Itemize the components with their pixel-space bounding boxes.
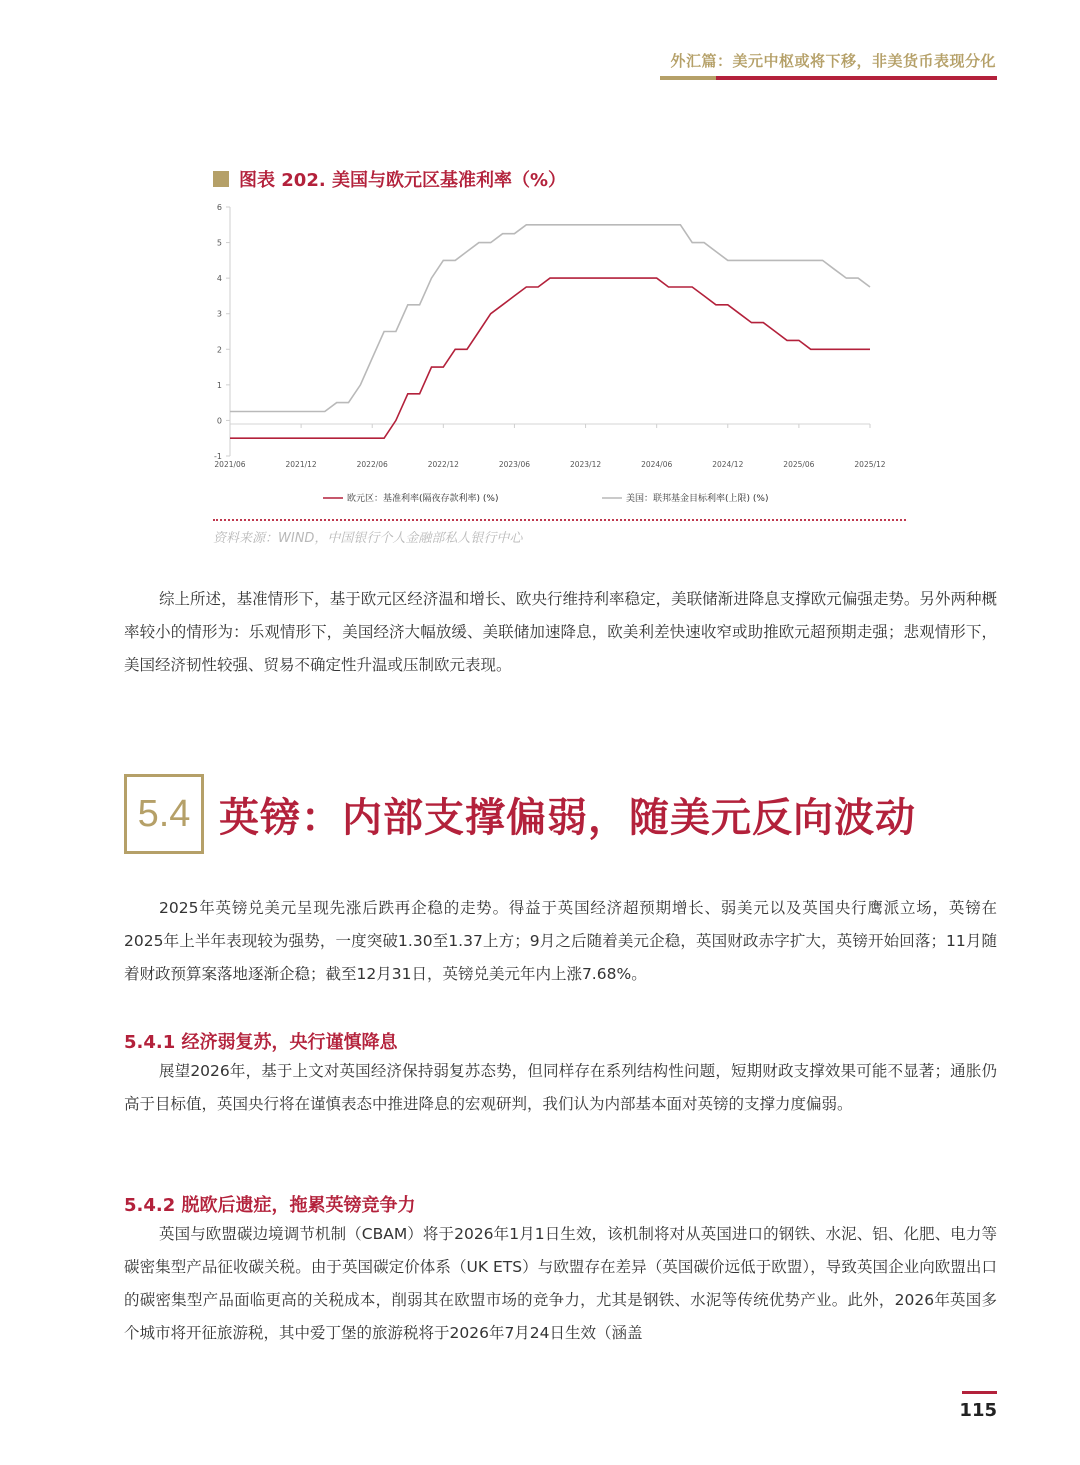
y-tick-label: 4 [216,274,222,284]
y-tick-label: 5 [216,238,222,248]
figure-title: 图表 202. 美国与欧元区基准利率（%） [239,170,566,191]
x-tick-label: 2025/12 [854,460,886,469]
x-tick-label: 2022/06 [356,460,388,469]
x-tick-label: 2021/12 [285,460,317,469]
figure-marker-square [213,171,229,187]
y-tick-label: 3 [216,309,222,319]
subsection-542-paragraph [124,1218,997,1350]
running-header: 外汇篇：美元中枢或将下移，非美货币表现分化 [670,52,996,70]
x-tick-label: 2023/06 [498,460,531,469]
section-number-box [124,774,204,854]
page-number: 115 [959,1400,997,1421]
gbp-intro-text: 2025年英镑兑美元呈现先涨后跌再企稳的走势。得益于英国经济超预期增长、弱美元以及英国央行鹰派立场，英镑在2025年上半年表现较为强势，一度突破1.30至1.37上方；9月之后随着美元企稳，英国财政赤字扩大，英镑开始回落；11月随着财政预算案落地逐渐企稳；截至12月31日，英镑兑美元年内上涨7.68%。 [124,899,997,983]
source-divider [213,519,906,521]
legend-label: 欧元区：基准利率(隔夜存款利率) (%) [347,494,499,504]
x-tick-label: 2024/06 [641,460,673,469]
subsection-542-text: 英国与欧盟碳边境调节机制（CBAM）将于2026年1月1日生效，该机制将对从英国进口的钢铁、水泥、铝、化肥、电力等碳密集型产品征收碳关税。由于英国碳定价体系（UK ETS）与欧盟存在差异（英国碳价远低于欧盟），导致英国企业向欧盟出口的碳密集型产品面临更高的关税成本，削弱其在欧盟市场的竞争力，尤其是钢铁、水泥等传统优势产业。此外，2026年英国多个城市将开征旅游税，其中爱丁堡的旅游税将于2026年7月24日生效（涵盖 [124,1225,997,1342]
y-tick-label: 2 [216,345,222,355]
x-tick-label: 2025/06 [783,460,815,469]
y-tick-label: 1 [216,380,222,390]
subsection-542-title: 5.4.2 脱欧后遗症，拖累英镑竞争力 [124,1195,416,1216]
gbp-intro-paragraph [124,892,997,991]
x-tick-label: 2022/12 [427,460,459,469]
rate-line-chart [205,195,915,515]
figure-source: 资料来源：WIND，中国银行个人金融部私人银行中心 [213,531,523,546]
subsection-541-title: 5.4.1 经济弱复苏，央行谨慎降息 [124,1032,398,1053]
legend-label: 美国：联邦基金目标利率(上限) (%) [626,494,769,504]
header-rule-red [716,76,997,80]
section-title: 英镑：内部支撑偏弱，随美元反向波动 [219,795,916,841]
subsection-541-text: 展望2026年，基于上文对英国经济保持弱复苏态势，但同样存在系列结构性问题，短期财政支撑效果可能不显著；通胀仍高于目标值，英国央行将在谨慎表态中推进降息的宏观研判，我们认为内部基本面对英镑的支撑力度偏弱。 [124,1062,997,1113]
figure-title-block [213,166,566,192]
y-tick-label: -1 [214,452,222,461]
x-tick-label: 2024/12 [712,460,744,469]
series-line-eurozone [230,278,870,438]
series-line-us [230,225,870,412]
x-tick-label: 2021/06 [214,460,246,469]
header-rule-gold [660,76,716,80]
y-tick-label: 6 [216,203,222,212]
summary-paragraph [124,583,997,682]
page-number-rule [962,1391,997,1394]
y-tick-label: 0 [216,416,222,426]
summary-text: 综上所述，基准情形下，基于欧元区经济温和增长、欧央行维持利率稳定，美联储渐进降息支撑欧元偏强走势。另外两种概率较小的情形为：乐观情形下，美国经济大幅放缓、美联储加速降息，欧美利差快速收窄或助推欧元超预期走强；悲观情形下，美国经济韧性较强、贸易不确定性升温或压制欧元表现。 [124,590,997,674]
x-tick-label: 2023/12 [569,460,602,469]
subsection-541-paragraph [124,1055,997,1121]
section-number: 5.4 [137,792,191,835]
